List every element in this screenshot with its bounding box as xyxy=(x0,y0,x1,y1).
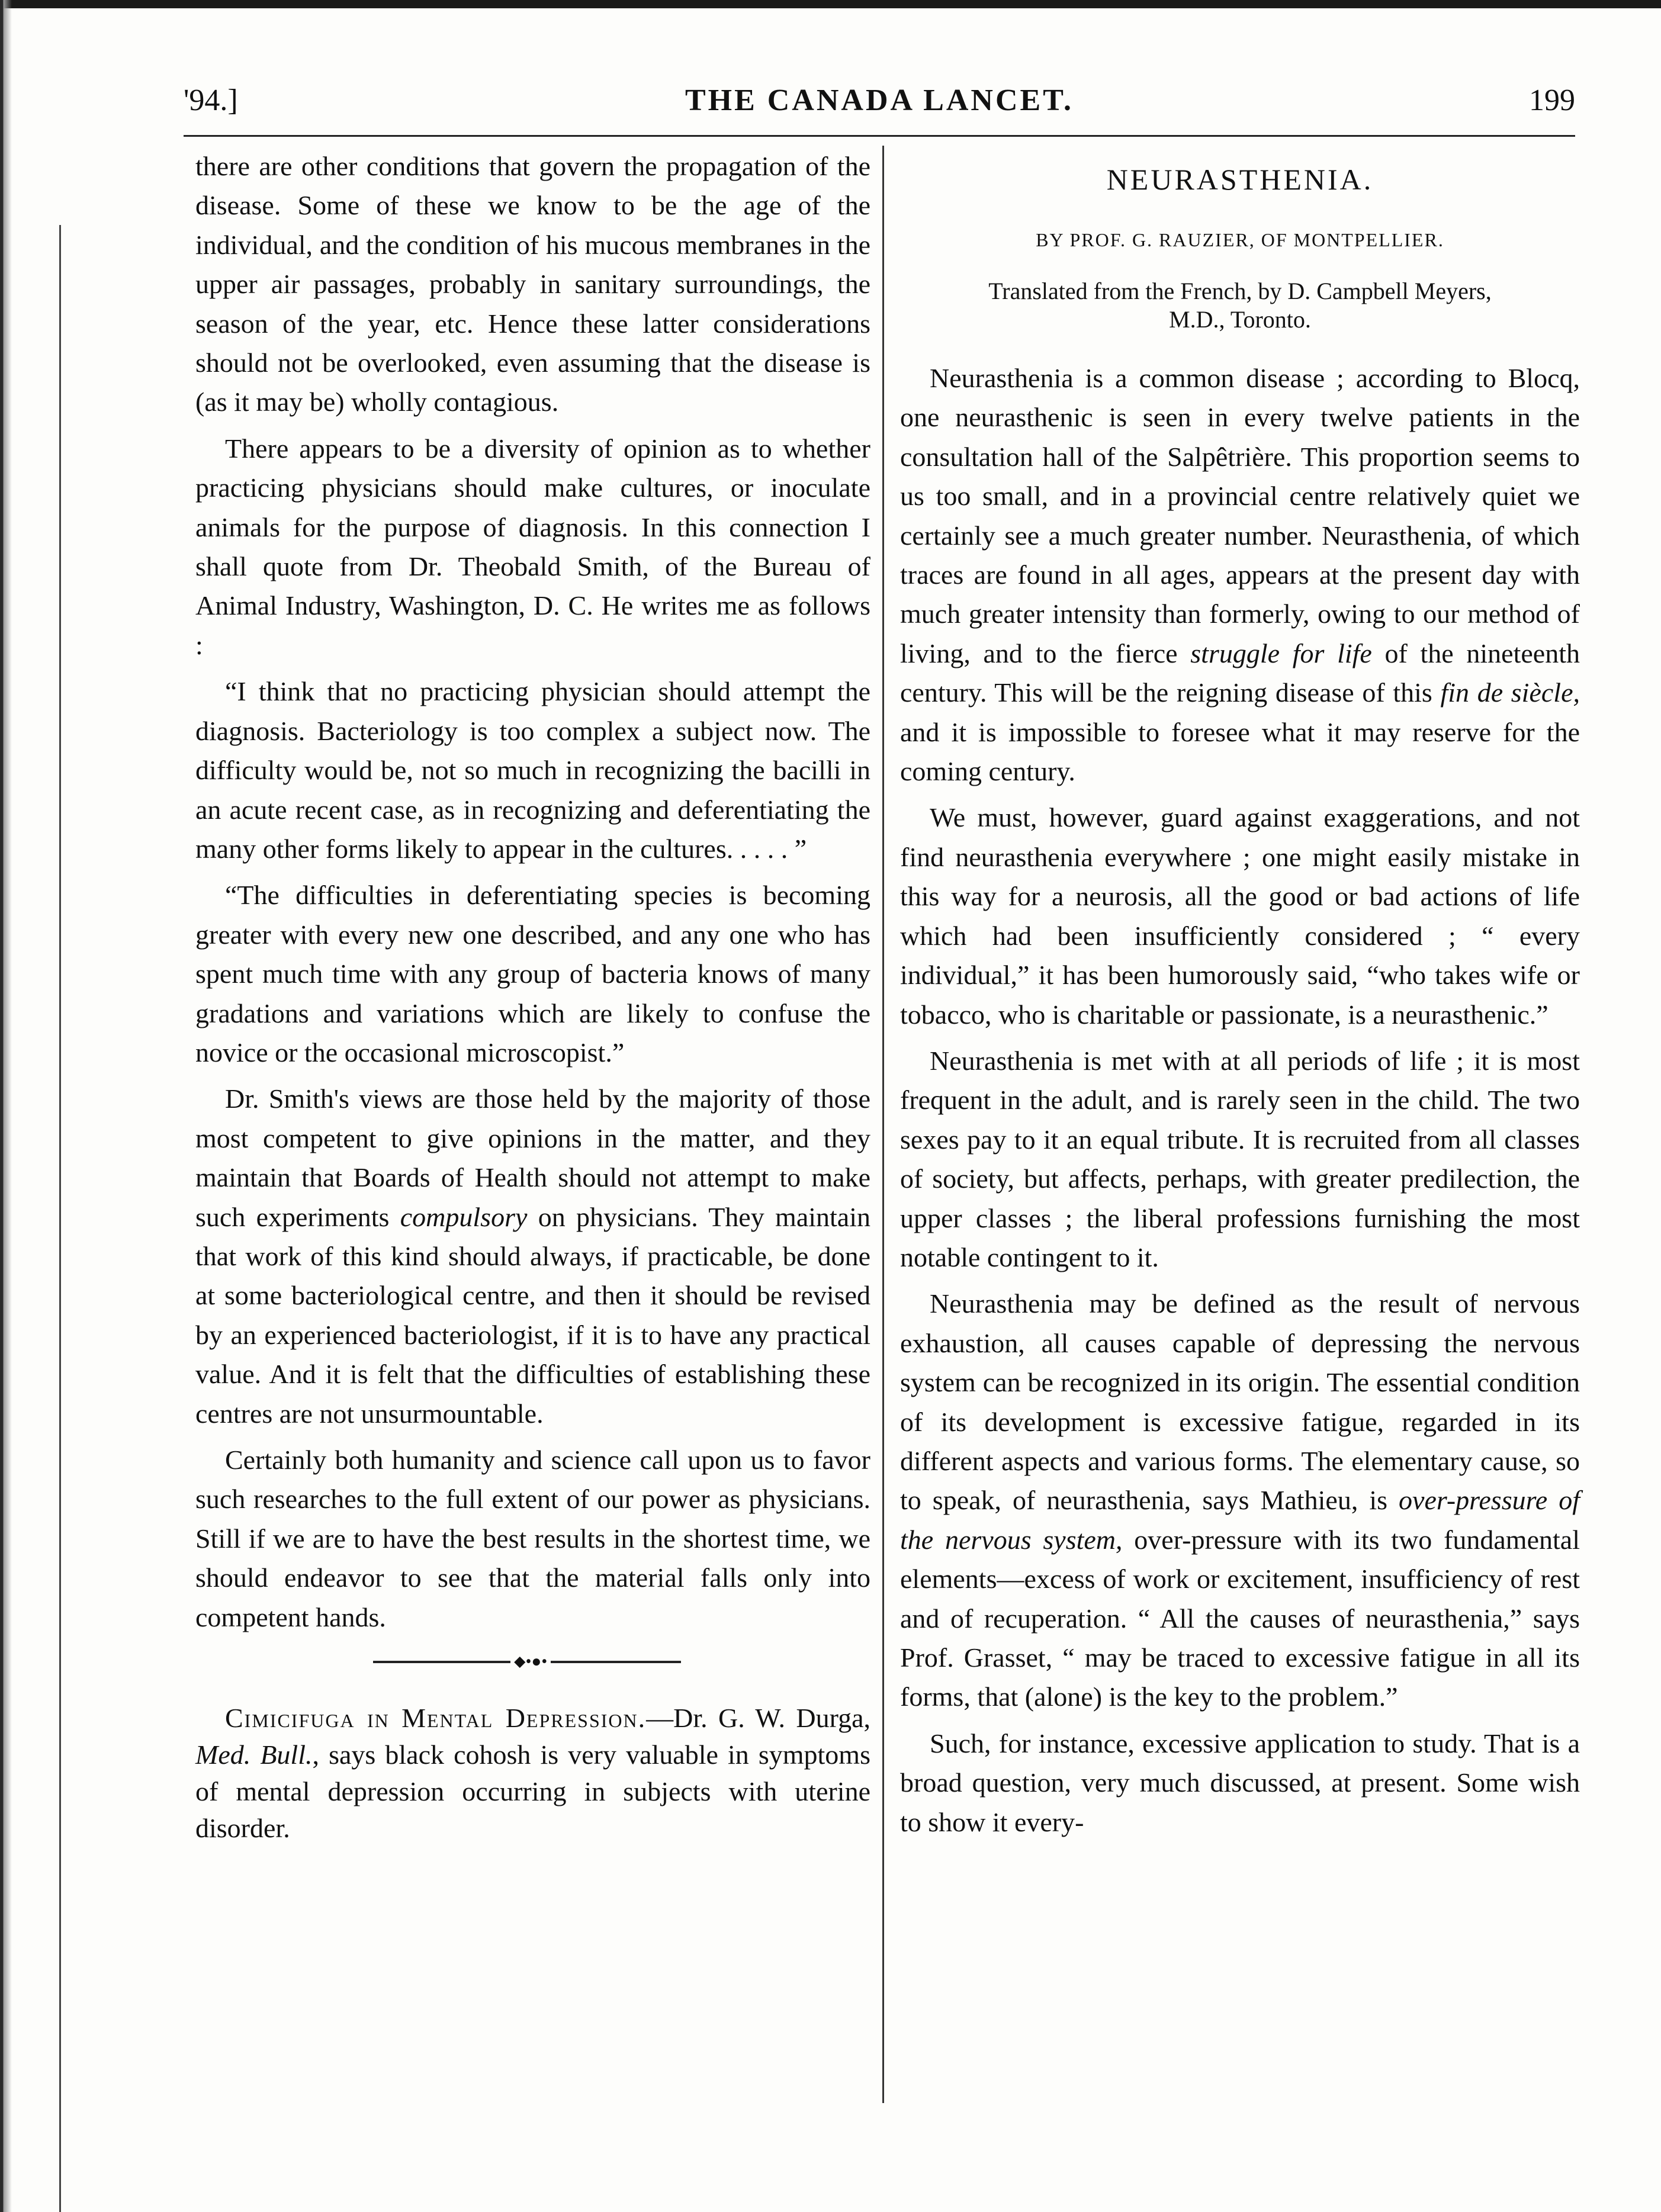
text-run: of the nineteenth century. This will be the reigning disease of this xyxy=(900,638,1580,708)
paragraph xyxy=(195,1079,870,1433)
paragraph: There appears to be a diversity of opinion as to whether practicing physicians should make cultures, or inoculate animals for the purpose of diagnosis. In this connection I shall quote from Dr. Theobald Smith, of the Bureau of Animal Industry, Washington, D. C. He writes me as follows : xyxy=(195,433,870,660)
header-journal-title: THE CANADA LANCET. xyxy=(685,83,1074,117)
paragraph: there are other conditions that govern the propagation of the disease. Some of these we know to be the age of the individual, and the condition of his mucous membranes in the upper air passages, probably in sanitary surroundings, the season of the year, etc. Hence these latter considerations should not be overlooked, even assuming that the disease is (as it may be) wholly contagious. xyxy=(195,151,870,417)
column-divider xyxy=(882,146,884,2103)
paragraph xyxy=(900,359,1580,791)
paragraph: We must, however, guard against exaggerations, and not find neurasthenia everywhere ; one might easily mistake in this way for a neurosis, all the good or bad actions of life which had been insufficiently considered ; “ every individual,” it has been humorously said, “who takes wife or tobacco, who is charitable or passionate, is a neurasthenic.” xyxy=(900,802,1580,1030)
left-column xyxy=(195,147,870,1847)
article-title: NEURASTHENIA. xyxy=(1106,163,1374,196)
translation-credit xyxy=(900,277,1580,334)
text-run: —Dr. G. W. Durga, xyxy=(646,1703,870,1734)
text-run: on physicians. They maintain that work of this kind should always, if practicable, be done at some bacteriological centre, and then it should be revised by an experienced bacteriologist, if it is to have any practical value. And it is felt that the difficulties of establishing these centres are not unsurmountable. xyxy=(195,1201,870,1429)
paragraph: Neurasthenia is met with at all periods of life ; it is most frequent in the adult, and is rarely seen in the child. The two sexes pay to it an equal tribute. It is recruited from all classes of society, but affects, perhaps, with greater predilection, the upper classes ; the liberal professions furnishing the most notable contingent to it. xyxy=(900,1045,1580,1272)
italic-text: Med. Bull. xyxy=(195,1740,313,1770)
paragraph: Certainly both humanity and science call upon us to favor such researches to the full extent of our power as physicians. Still if we are to have the best results in the shortest time, we should endeavor to see that the material falls only into competent hands. xyxy=(195,1445,870,1632)
quoted-paragraph: “I think that no practicing physician should attempt the diagnosis. Bacteriology is too complex a subject now. The difficulty would be, not so much in recognizing the bacilli in an acute recent case, as in recognizing and deferentiating the many other forms likely to appear in the cultures. . . . . ” xyxy=(195,676,870,864)
note-title: Cimicifuga in Mental Depression. xyxy=(225,1703,647,1734)
text-run: Dr. Smith's views are those held by the majority of those most competent to give opinions in the matter, and they maintain that Boards of Health should not attempt to make such experiments xyxy=(195,1084,870,1232)
italic-text: compulsory xyxy=(400,1201,528,1232)
text-run: , says black cohosh is very valuable in symptoms of mental depression occurring in subjects with uterine disorder. xyxy=(195,1740,870,1844)
text-run: Neurasthenia may be defined as the result of nervous exhaustion, all causes capable of depressing the nervous system can be recognized in its origin. The essential condition of its development is excessive fatigue, regarded in its different aspects and various forms. The elementary cause, so to speak, of neurasthenia, says Mathieu, is xyxy=(900,1288,1580,1516)
article-body xyxy=(900,359,1580,1842)
text-run: over-pressure with its two fundamental elements—excess of work or excitement, insufficiency of rest and of recuperation. “ All the causes of neurasthenia,” says Prof. Grasset, “ may be traced to excessive fatigue in all its forms, that (alone) is the key to the problem.” xyxy=(900,1524,1580,1712)
translation-line: Translated from the French, by D. Campbell Meyers, xyxy=(988,278,1492,304)
italic-text: struggle for life xyxy=(1190,638,1372,668)
running-header xyxy=(184,83,1575,130)
translation-line: M.D., Toronto. xyxy=(1169,306,1311,333)
quoted-paragraph: “The difficulties in deferentiating species is becoming greater with every new one described, and any one who has spent much time with any group of bacteria knows of many gradations and variations which are likely to confuse the novice or the occasional microscopist.” xyxy=(195,880,870,1068)
header-page-number: 199 xyxy=(1529,83,1575,117)
text-run: Neurasthenia is a common disease ; according to Blocq, one neurasthenic is seen in every twelve patients in the consultation hall of the Salpêtrière. This proportion seems to us too small, and in a provincial centre relatively quiet we certainly see a much greater number. Neurasthenia, of which traces are found in all ages, appears at the present day with much greater intensity than formerly, owing to our method of living, and to the fierce xyxy=(900,363,1580,668)
italic-text: fin de siècle, xyxy=(1440,677,1580,708)
binding-margin-line xyxy=(59,225,61,2212)
article-byline: BY PROF. G. RAUZIER, OF MONTPELLIER. xyxy=(1036,229,1444,250)
section-ornament xyxy=(373,1652,681,1670)
right-column xyxy=(900,147,1580,1842)
note-paragraph xyxy=(195,1700,870,1847)
header-rule xyxy=(184,135,1575,137)
header-volume: '94.] xyxy=(184,83,238,117)
paragraph: Such, for instance, excessive application to study. That is a broad question, very much discussed, at present. Some wish to show it every- xyxy=(900,1728,1580,1837)
top-border-rule xyxy=(0,0,1661,8)
paragraph xyxy=(900,1284,1580,1716)
text-run: and it is impossible to foresee what it may reserve for the coming century. xyxy=(900,716,1580,787)
page-binding-edge xyxy=(0,0,12,2212)
italic-text: over-pressure of the nervous system, xyxy=(900,1485,1580,1555)
ornament-glyph: ⬥•●• xyxy=(510,1653,551,1671)
